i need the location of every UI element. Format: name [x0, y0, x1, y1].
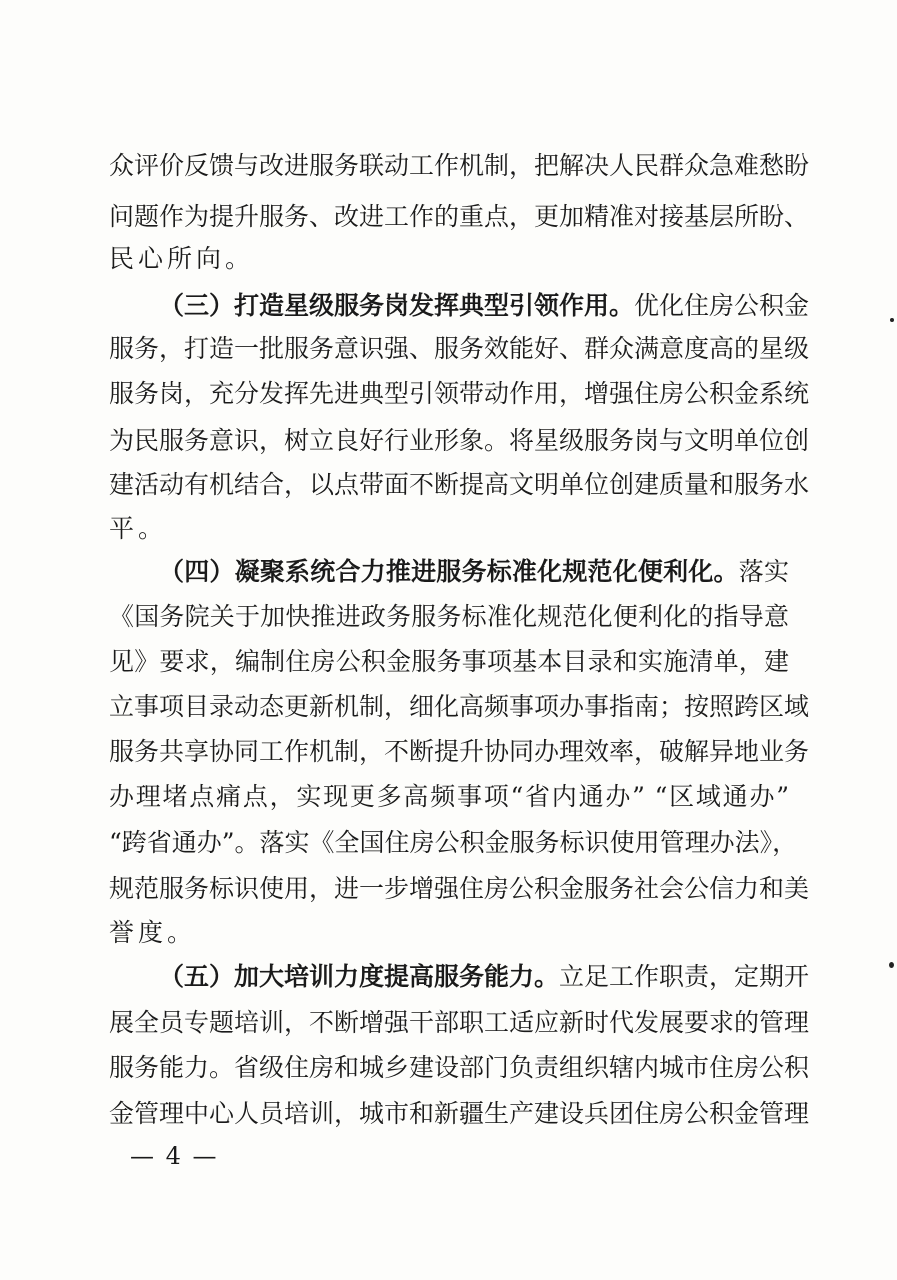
text-line-3: 民心所向。 — [109, 244, 255, 273]
section-three-first-line — [159, 290, 810, 322]
text-line-15: 办理堵点痛点，实现更多高频事项“省内通办” “区域通办” — [109, 782, 789, 811]
section-three-text: 优化住房公积金 — [634, 291, 810, 320]
text-line-16: “跨省通办”。落实《全国住房公积金服务标识使用管理办法》， — [109, 828, 798, 857]
text-line-6: 服务岗，充分发挥先进典型引领带动作用，增强住房公积金系统 — [109, 379, 810, 408]
scan-speck — [889, 962, 894, 968]
text-line-1: 众评价反馈与改进服务联动工作机制，把解决人民群众急难愁盼 — [109, 151, 810, 180]
text-line-9: 平。 — [109, 514, 168, 543]
text-line-18: 誉度。 — [109, 918, 197, 947]
section-five-heading: （五）加大培训力度提高服务能力。 — [159, 962, 560, 991]
section-four-first-line — [159, 556, 789, 588]
section-five-first-line — [159, 961, 810, 993]
section-three-heading: （三）打造星级服务岗发挥典型引领作用。 — [159, 291, 635, 320]
page-number: — 4 — — [130, 1142, 219, 1170]
text-line-22: 金管理中心人员培训，城市和新疆生产建设兵团住房公积金管理 — [109, 1099, 810, 1128]
text-line-5: 服务，打造一批服务意识强、服务效能好、群众满意度高的星级 — [109, 334, 810, 363]
text-line-8: 建活动有机结合，以点带面不断提高文明单位创建质量和服务水 — [109, 470, 810, 499]
text-line-2: 问题作为提升服务、改进工作的重点，更加精准对接基层所盼、 — [109, 202, 810, 231]
text-line-17: 规范服务标识使用，进一步增强住房公积金服务社会公信力和美 — [109, 874, 810, 903]
section-five-text: 立足工作职责，定期开 — [559, 962, 810, 991]
section-four-heading: （四）凝聚系统合力推进服务标准化规范化便利化。 — [159, 557, 739, 586]
text-line-11: 《国务院关于加快推进政务服务标准化规范化便利化的指导意 — [109, 602, 789, 631]
text-line-14: 服务共享协同工作机制，不断提升协同办理效率，破解异地业务 — [109, 737, 810, 766]
text-line-21: 服务能力。省级住房和城乡建设部门负责组织辖内城市住房公积 — [109, 1053, 810, 1082]
section-four-text: 落实 — [738, 557, 789, 586]
text-line-13: 立事项目录动态更新机制，细化高频事项办事指南；按照跨区域 — [109, 692, 810, 721]
text-line-12: 见》要求，编制住房公积金服务事项基本目录和实施清单，建 — [109, 647, 789, 676]
scan-speck — [890, 318, 894, 322]
text-line-20: 展全员专题培训，不断增强干部职工适应新时代发展要求的管理 — [109, 1008, 810, 1037]
text-line-7: 为民服务意识，树立良好行业形象。将星级服务岗与文明单位创 — [109, 426, 810, 455]
